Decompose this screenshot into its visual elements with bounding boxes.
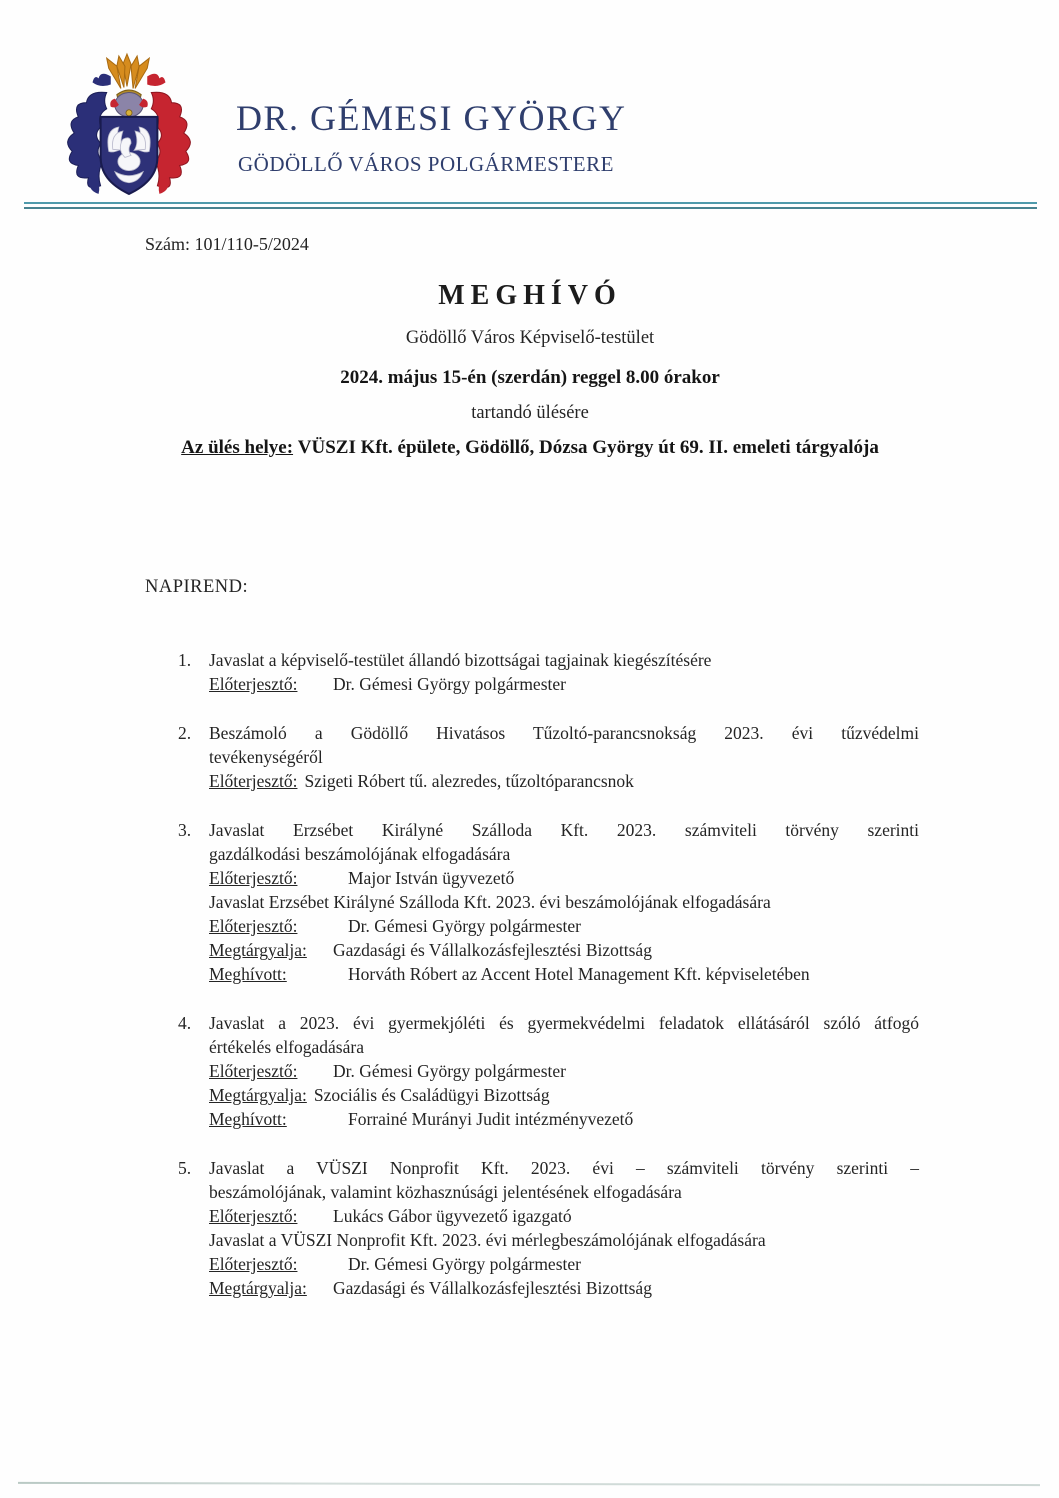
- agenda-kv-label-box: [209, 962, 348, 986]
- agenda-item-number: 2.: [178, 723, 192, 743]
- agenda-item-number: 3.: [178, 820, 192, 840]
- meeting-location: [130, 437, 930, 459]
- agenda-kv-line: [209, 1107, 919, 1131]
- agenda-kv-label: Előterjesztő:: [209, 1254, 298, 1274]
- agenda-kv-line: [209, 938, 919, 962]
- agenda-kv-label: Előterjesztő:: [209, 674, 298, 694]
- location-text: VÜSZI Kft. épülete, Gödöllő, Dózsa György út 69. II. emeleti tárgyalója: [297, 437, 879, 458]
- agenda-item-number: 5.: [178, 1158, 192, 1178]
- agenda-kv-label-box: [209, 914, 348, 938]
- agenda-kv-value: Dr. Gémesi György polgármester: [348, 1254, 581, 1274]
- agenda-kv-value: Lukács Gábor ügyvezető igazgató: [333, 1206, 572, 1226]
- agenda-kv-value: Dr. Gémesi György polgármester: [348, 916, 581, 936]
- session-line: tartandó ülésére: [471, 403, 589, 423]
- agenda-kv-label: Előterjesztő:: [209, 1206, 298, 1226]
- letterhead-name: DR. GÉMESI GYÖRGY: [236, 98, 627, 138]
- meeting-datetime: 2024. május 15-én (szerdán) reggel 8.00 órakor: [340, 367, 720, 388]
- agenda-item: [178, 648, 919, 696]
- agenda-text-line: Javaslat Erzsébet Királyné Szálloda Kft. 2023. évi beszámolójának elfogadására: [209, 892, 771, 912]
- agenda-item-body: [209, 1011, 919, 1131]
- agenda-kv-label-box: [209, 769, 297, 793]
- agenda-kv-line: [209, 1204, 919, 1228]
- agenda-kv-label-box: [209, 866, 348, 890]
- agenda-kv-value: Horváth Róbert az Accent Hotel Management Kft. képviseletében: [348, 964, 810, 984]
- agenda-item-body: [209, 818, 919, 986]
- agenda-kv-label: Előterjesztő:: [209, 1061, 298, 1081]
- agenda-item-body: [209, 648, 919, 696]
- council-name: Gödöllő Város Képviselő-testület: [405, 328, 655, 348]
- header-divider: [24, 202, 1037, 209]
- agenda-text-line: gazdálkodási beszámolójának elfogadására: [209, 844, 511, 864]
- agenda-item-body: [209, 1156, 919, 1300]
- agenda-kv-value: Forrainé Murányi Judit intézményvezető: [348, 1109, 634, 1129]
- agenda-item-number: 1.: [178, 650, 192, 670]
- agenda-kv-label: Előterjesztő:: [209, 868, 298, 888]
- agenda-kv-label: Meghívott:: [209, 964, 287, 984]
- agenda-item: [178, 1011, 919, 1131]
- agenda-kv-line: [209, 1083, 919, 1107]
- agenda-kv-label: Megtárgyalja:: [209, 1085, 307, 1105]
- agenda-kv-label-box: [209, 1204, 333, 1228]
- agenda-kv-value: Gazdasági és Vállalkozásfejlesztési Bizottság: [333, 1278, 652, 1298]
- agenda-kv-label: Megtárgyalja:: [209, 1278, 307, 1298]
- agenda-kv-label-box: [209, 938, 333, 962]
- scan-artifact-line: [18, 1482, 1040, 1486]
- agenda-kv-value: Szociális és Családügyi Bizottság: [313, 1085, 550, 1105]
- agenda-kv-value: Gazdasági és Vállalkozásfejlesztési Bizottság: [333, 940, 652, 960]
- agenda-list: [178, 648, 919, 1325]
- agenda-item: [178, 818, 919, 986]
- agenda-kv-label: Megtárgyalja:: [209, 940, 307, 960]
- agenda-kv-value: Major István ügyvezető: [348, 868, 515, 888]
- document-number: Szám: 101/110-5/2024: [145, 234, 309, 254]
- agenda-kv-label-box: [209, 1083, 307, 1107]
- agenda-kv-value: Szigeti Róbert tű. alezredes, tűzoltóparancsnok: [304, 771, 634, 791]
- agenda-kv-label: Előterjesztő:: [209, 916, 298, 936]
- agenda-text-line: Javaslat a képviselő-testület állandó bizottságai tagjainak kiegészítésére: [209, 650, 712, 670]
- agenda-kv-label-box: [209, 1252, 348, 1276]
- agenda-text-line: Javaslat a VÜSZI Nonprofit Kft. 2023. évi mérlegbeszámolójának elfogadására: [209, 1230, 766, 1250]
- agenda-kv-label-box: [209, 1276, 333, 1300]
- agenda-kv-line: [209, 672, 919, 696]
- agenda-kv-label-box: [209, 1059, 333, 1083]
- agenda-kv-label: Meghívott:: [209, 1109, 287, 1129]
- document-title: MEGHÍVÓ: [438, 280, 622, 311]
- agenda-kv-line: [209, 1252, 919, 1276]
- agenda-kv-value: Dr. Gémesi György polgármester: [333, 1061, 566, 1081]
- agenda-text-line: Beszámoló a Gödöllő Hivatásos Tűzoltó-parancsnokság 2023. évi tűzvédelmi: [209, 723, 919, 743]
- agenda-text-line: értékelés elfogadására: [209, 1037, 364, 1057]
- agenda-text-line: Javaslat a VÜSZI Nonprofit Kft. 2023. évi – számviteli törvény szerinti –: [209, 1158, 919, 1178]
- agenda-kv-label-box: [209, 672, 333, 696]
- agenda-kv-label-box: [209, 1107, 348, 1131]
- agenda-kv-line: [209, 1276, 919, 1300]
- agenda-kv-line: [209, 914, 919, 938]
- agenda-item-number: 4.: [178, 1013, 192, 1033]
- agenda-kv-line: [209, 866, 919, 890]
- agenda-item: [178, 721, 919, 793]
- agenda-text-line: tevékenységéről: [209, 747, 323, 767]
- agenda-text-line: Javaslat Erzsébet Királyné Szálloda Kft. 2023. számviteli törvény szerinti: [209, 820, 919, 840]
- agenda-kv-line: [209, 1059, 919, 1083]
- agenda-kv-line: [209, 962, 919, 986]
- location-label: Az ülés helye:: [181, 437, 294, 458]
- coat-of-arms-icon: [60, 52, 198, 200]
- agenda-item: [178, 1156, 919, 1300]
- agenda-text-line: Javaslat a 2023. évi gyermekjóléti és gyermekvédelmi feladatok ellátásáról szóló átfogó: [209, 1013, 919, 1033]
- agenda-item-body: [209, 721, 919, 793]
- letterhead-title: GÖDÖLLŐ VÁROS POLGÁRMESTERE: [238, 152, 614, 176]
- agenda-kv-line: [209, 769, 919, 793]
- agenda-kv-value: Dr. Gémesi György polgármester: [333, 674, 566, 694]
- agenda-heading: NAPIREND:: [145, 577, 249, 597]
- agenda-kv-label: Előterjesztő:: [209, 771, 298, 791]
- agenda-text-line: beszámolójának, valamint közhasznúsági jelentésének elfogadására: [209, 1182, 682, 1202]
